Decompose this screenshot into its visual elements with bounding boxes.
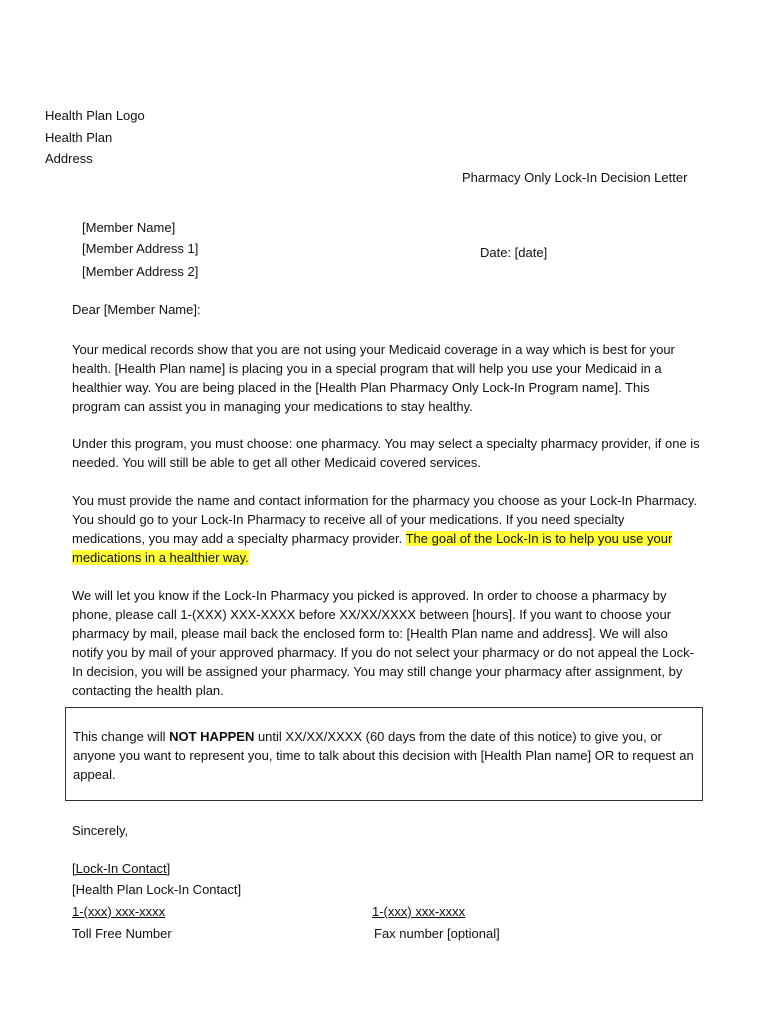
body-paragraph-3 bbox=[72, 491, 700, 567]
salutation: Dear [Member Name]: bbox=[72, 302, 201, 317]
letter-date: Date: [date] bbox=[480, 245, 548, 260]
closing-sincerely: Sincerely, bbox=[72, 823, 129, 838]
highlighted-goal-text: The goal of the Lock-In is to help you use your medications in a healthier way. bbox=[72, 531, 673, 565]
health-plan-logo: Health Plan Logo bbox=[45, 108, 145, 123]
member-address-2: [Member Address 2] bbox=[82, 264, 199, 279]
member-address-1: [Member Address 1] bbox=[82, 241, 199, 256]
plan-lock-in-contact: [Health Plan Lock-In Contact] bbox=[72, 882, 242, 897]
notice-box bbox=[65, 707, 703, 801]
fax-phone: 1-(xxx) xxx-xxxx bbox=[372, 904, 466, 919]
health-plan-address: Address bbox=[45, 151, 93, 166]
member-name: [Member Name] bbox=[82, 220, 176, 235]
body-paragraph-4: We will let you know if the Lock-In Pharmacy you picked is approved. In order to choose a pharmacy by phone, please call 1-(XXX) XXX-XXXX before XX/XX/XXXX between [hours]. If you want to choose your pharmacy by mail, please mail back the enclosed form to: [Health Plan name and address]. We will also notify you by mail of your approved pharmacy. If you do not select your pharmacy or do not appeal the Lock-In decision, you will be assigned your pharmacy. You may still change your pharmacy after assignment, by contacting the health plan. bbox=[72, 588, 694, 698]
notice-bold: NOT HAPPEN bbox=[169, 729, 255, 744]
letter-title: Pharmacy Only Lock-In Decision Letter bbox=[462, 170, 688, 185]
toll-free-label: Toll Free Number bbox=[72, 926, 172, 941]
body-paragraph-1: Your medical records show that you are not using your Medicaid coverage in a way which is best for your health. [Health Plan name] is placing you in a special program that will help you use your Medicaid in a healthier way. You are being placed in the [Health Plan Pharmacy Only Lock-In Program name]. This program can assist you in managing your medications to stay healthy. bbox=[72, 342, 675, 414]
notice-prefix: This change will bbox=[73, 729, 170, 744]
notice-text bbox=[73, 727, 698, 784]
health-plan-name: Health Plan bbox=[45, 130, 113, 145]
paragraph-3-text: You must provide the name and contact information for the pharmacy you choose as your Lock-In Pharmacy. You should go to your Lock-In Pharmacy to receive all of your medications. If you need specialty medications, you may add a specialty pharmacy provider. bbox=[72, 493, 698, 546]
body-paragraph-2: Under this program, you must choose: one pharmacy. You may select a specialty pharmacy provider, if one is needed. You will still be able to get all other Medicaid covered services. bbox=[72, 436, 700, 470]
lock-in-contact: [Lock-In Contact] bbox=[72, 861, 171, 876]
toll-free-phone: 1-(xxx) xxx-xxxx bbox=[72, 904, 166, 919]
notice-suffix: until XX/XX/XXXX (60 days from the date of this notice) to give you, or anyone you want to represent you, time to talk about this decision with [Health Plan name] OR to request an appeal. bbox=[73, 729, 694, 782]
fax-label: Fax number [optional] bbox=[374, 926, 500, 941]
